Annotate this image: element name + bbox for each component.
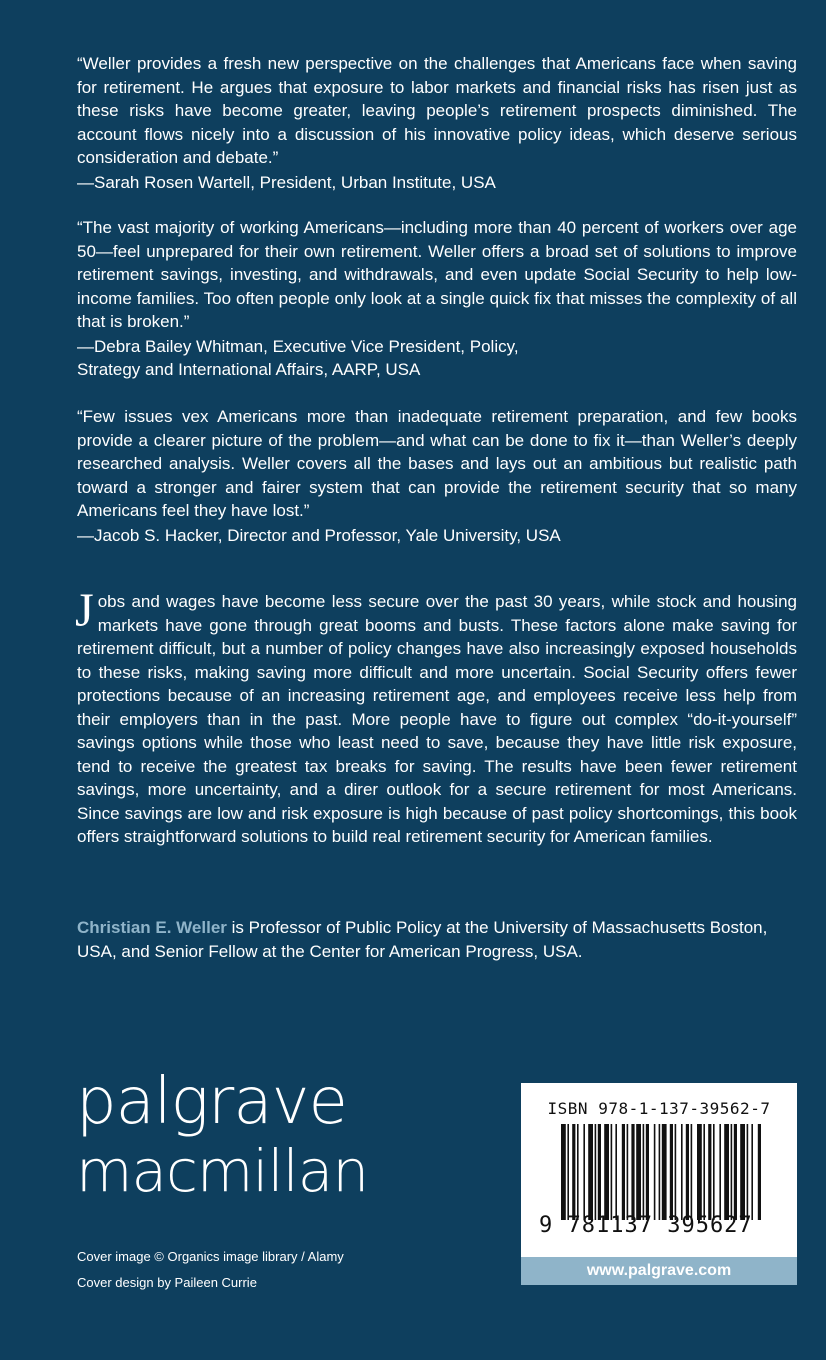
barcode-icon [561, 1124, 761, 1220]
quote-attribution-line-1: —Debra Bailey Whitman, Executive Vice President, Policy, [77, 336, 519, 356]
author-bio [77, 916, 797, 963]
book-description [75, 584, 797, 849]
publisher-logo [76, 1065, 369, 1205]
logo-line-1: palgrave [76, 1065, 347, 1139]
quote-text: “Few issues vex Americans more than inadequate retirement preparation, and few books provide a clearer picture of the problem—and what can be done to fix it—than Weller’s deeply researched analysis. Weller covers all the bases and lays out an ambitious but realistic path toward a stronger and fairer system that can provide the retirement security that so many Americans feel they have lost.” [77, 407, 797, 520]
cover-image-credit: Cover image © Organics image library / Alamy [77, 1249, 344, 1264]
barcode-panel [521, 1083, 797, 1257]
drop-cap: J [75, 584, 94, 637]
author-name: Christian E. Weller [77, 918, 227, 937]
quote-text: “Weller provides a fresh new perspective on the challenges that Americans face when saving for retirement. He argues that exposure to labor markets and financial risks has risen just as these risks have become greater, leaving people’s retirement prospects diminished. The account flows nicely into a discussion of his innovative policy ideas, which deserve serious consideration and debate.” [77, 54, 797, 167]
quote-attribution: —Jacob S. Hacker, Director and Professor, Yale University, USA [77, 525, 561, 545]
publisher-url: www.palgrave.com [521, 1257, 797, 1285]
endorsement-quote-2 [77, 216, 797, 382]
logo-line-2: macmillan [76, 1137, 369, 1205]
endorsement-quote-1 [77, 52, 797, 194]
quote-attribution-line-2: Strategy and International Affairs, AARP, USA [77, 360, 421, 379]
isbn-label: ISBN 978-1-137-39562-7 [547, 1099, 771, 1118]
quote-text: “The vast majority of working Americans—including more than 40 percent of workers over age 50—feel unprepared for their own retirement. Weller offers a broad set of solutions to improve retirement savings, investing, and withdrawals, and even update Social Security to help low-income families. Too often people only look at a single quick fix that misses the complexity of all that is broken.” [77, 218, 797, 331]
quote-attribution: —Sarah Rosen Wartell, President, Urban Institute, USA [77, 172, 496, 192]
cover-credits [77, 1244, 344, 1296]
cover-design-credit: Cover design by Paileen Currie [77, 1275, 257, 1290]
endorsement-quote-3 [77, 405, 797, 547]
barcode-digits: 9 781137 395627 [539, 1213, 753, 1238]
author-bio-text: is Professor of Public Policy at the University of Massachusetts Boston, USA, and Senior Fellow at the Center for American Progress, USA. [77, 918, 768, 961]
description-text: obs and wages have become less secure over the past 30 years, while stock and housing markets have gone through great booms and busts. These factors alone make saving for retirement difficult, but a number of policy changes have also increasingly exposed households to these risks, making saving more difficult and more uncertain. Social Security offers fewer protections because of an increasing retirement age, and employees receive less help from their employers than in the past. More people have to figure out complex “do-it-yourself” savings options while those who least need to save, because they have little risk exposure, tend to receive the greatest tax breaks for saving. The results have been fewer retirement savings, more uncertainty, and a direr outlook for a secure retirement for most Americans. Since savings are low and risk exposure is high because of past policy shortcomings, this book offers straightforward solutions to build real retirement security for American families. [77, 592, 797, 846]
